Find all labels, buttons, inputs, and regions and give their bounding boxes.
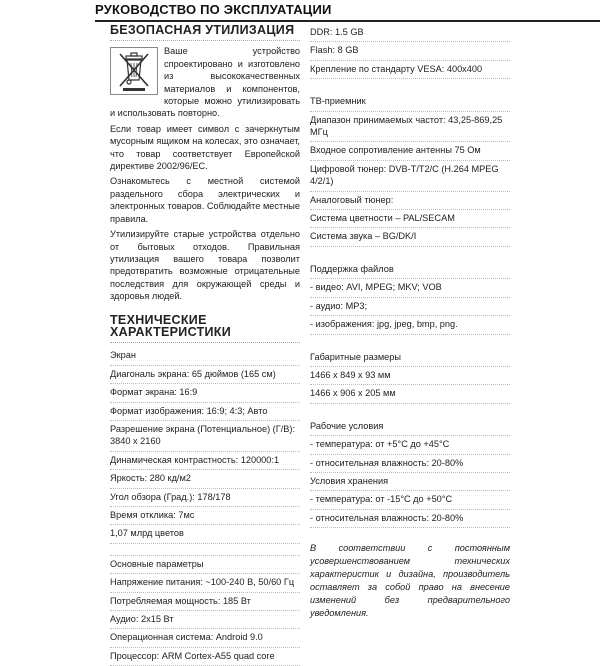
spacer-line <box>110 544 300 556</box>
disposal-paragraph: Если товар имеет символ с зачеркнутым мусорным ящиком на колесах, это означает, что товар соответствует Европейской директиве 2002/96/ЕС. <box>110 123 300 172</box>
disposal-section <box>110 45 300 302</box>
screen-specs <box>110 347 300 543</box>
memory-specs <box>310 24 510 79</box>
spec-line: Крепление по стандарту VESA: 400x400 <box>310 61 510 79</box>
spec-line: Динамическая контрастность: 120000:1 <box>110 452 300 470</box>
spec-heading: Условия хранения <box>310 473 510 491</box>
disposal-paragraph: Утилизируйте старые устройства отдельно от бытовых отходов. Правильная утилизация вашего товара позволит предотвратить возможные отрицательные последствия для окружающей среды и здоровья людей. <box>110 229 300 302</box>
spec-heading: Поддержка файлов <box>310 261 510 279</box>
spec-heading: Экран <box>110 347 300 365</box>
spec-line: - аудио: MP3; <box>310 298 510 316</box>
spec-line: DDR: 1.5 GB <box>310 24 510 42</box>
spec-line: Формат экрана: 16:9 <box>110 384 300 402</box>
spec-line: 1466 x 906 x 205 мм <box>310 385 510 403</box>
spec-line: Формат изображения: 16:9; 4:3; Авто <box>110 403 300 421</box>
disposal-title: БЕЗОПАСНАЯ УТИЛИЗАЦИЯ <box>110 24 300 41</box>
spec-heading: ТВ-приемник <box>310 93 510 111</box>
spec-line: Напряжение питания: ~100-240 В, 50/60 Гц <box>110 574 300 592</box>
specs-title: ТЕХНИЧЕСКИЕ ХАРАКТЕРИСТИКИ <box>110 314 300 344</box>
spec-line: - относительная влажность: 20-80% <box>310 455 510 473</box>
left-column <box>110 24 300 666</box>
spec-line: Операционная система: Android 9.0 <box>110 629 300 647</box>
spec-heading: Габаритные размеры <box>310 349 510 367</box>
spec-line: - изображения: jpg, jpeg, bmp, png. <box>310 316 510 334</box>
page-title: РУКОВОДСТВО ПО ЭКСПЛУАТАЦИИ <box>95 2 332 17</box>
page-header <box>95 0 600 22</box>
spec-line: - температура: от +5°С до +45°С <box>310 436 510 454</box>
spec-line: Угол обзора (Град.): 178/178 <box>110 489 300 507</box>
spec-line: Система цветности – PAL/SECAM <box>310 210 510 228</box>
spec-line: Разрешение экрана (Потенциальное) (Г/В): 3840 x 2160 <box>110 421 300 452</box>
spec-line: Аудио: 2х15 Вт <box>110 611 300 629</box>
operating-conditions <box>310 418 510 473</box>
spec-line: Система звука – BG/DK/I <box>310 228 510 246</box>
spec-heading: Основные параметры <box>110 556 300 574</box>
spec-line: Потребляемая мощность: 185 Вт <box>110 593 300 611</box>
dimensions-specs <box>310 349 510 404</box>
spec-line: 1466 x 849 x 93 мм <box>310 367 510 385</box>
spec-line: - относительная влажность: 20-80% <box>310 510 510 528</box>
main-specs <box>110 556 300 666</box>
spec-line: Диагональ экрана: 65 дюймов (165 см) <box>110 366 300 384</box>
storage-conditions <box>310 473 510 528</box>
spec-line: 1,07 млрд цветов <box>110 525 300 543</box>
spec-line: Яркость: 280 кд/м2 <box>110 470 300 488</box>
disclaimer-note: В соответствии с постоянным усовершенствованием технических характеристик и дизайна, производитель оставляет за собой право на внесение изменений без предварительного уведомления. <box>310 543 510 619</box>
spec-line: Цифровой тюнер: DVB-T/T2/C (H.264 MPEG 4/2/1) <box>310 161 510 192</box>
tuner-specs <box>310 93 510 247</box>
spec-line: - температура: от -15°С до +50°С <box>310 491 510 509</box>
right-column <box>310 24 510 620</box>
spec-line: Входное сопротивление антенны 75 Ом <box>310 142 510 160</box>
disposal-paragraph: Ваше устройство спроектировано и изготовлено из высококачественных материалов и компонентов, которые можно утилизировать и использовать повторно. <box>110 46 300 119</box>
spec-heading: Рабочие условия <box>310 418 510 436</box>
spec-line: Flash: 8 GB <box>310 42 510 60</box>
crossed-out-wheeled-bin-icon <box>110 47 158 95</box>
disposal-paragraph: Ознакомьтесь с местной системой раздельного сбора электрических и электронных товаров. Соблюдайте местные правила. <box>110 176 300 224</box>
file-support-specs <box>310 261 510 335</box>
spec-line: Диапазон принимаемых частот: 43,25-869,25 МГц <box>310 112 510 143</box>
spec-line: Время отклика: 7мс <box>110 507 300 525</box>
spec-line: Аналоговый тюнер: <box>310 192 510 210</box>
spec-line: Процессор: ARM Cortex-A55 quad core <box>110 648 300 666</box>
spec-line: - видео: AVI, MPEG; MKV; VOB <box>310 279 510 297</box>
